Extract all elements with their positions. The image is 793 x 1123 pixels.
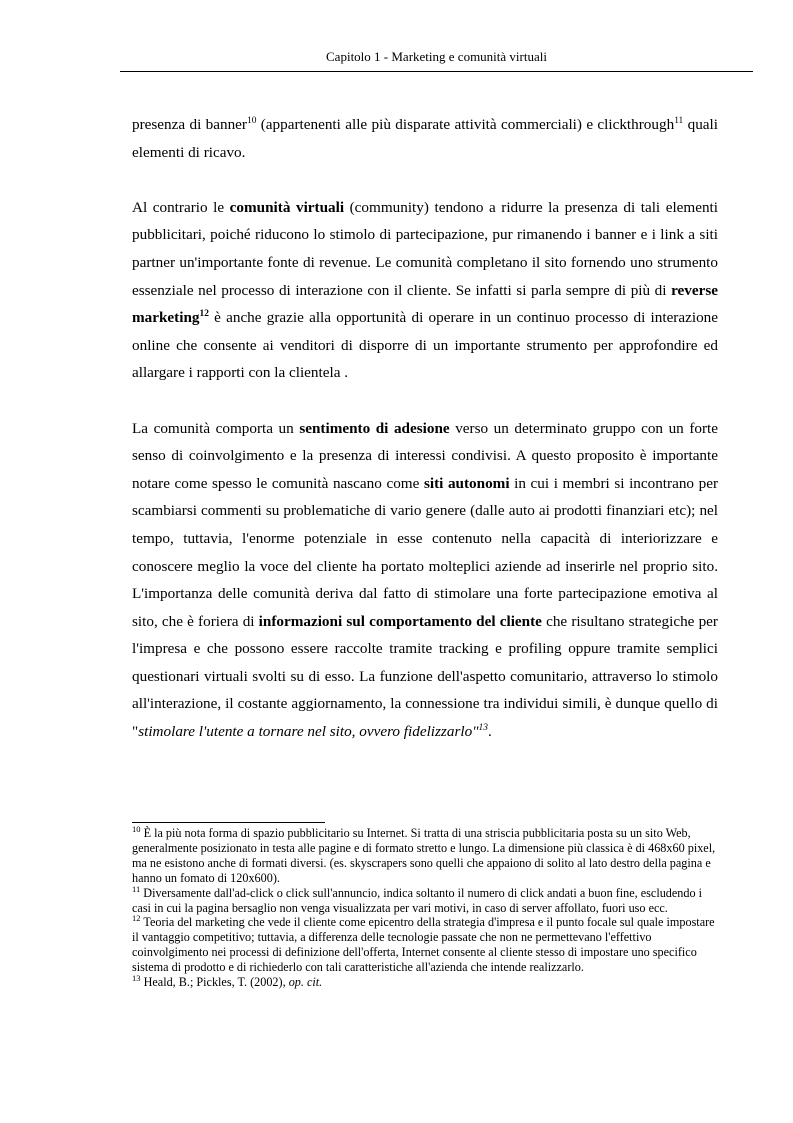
footnote-text: Heald, B.; Pickles, T. (2002), — [140, 975, 289, 990]
header-rule — [120, 71, 753, 72]
bold-term-comunita-virtuali: comunità virtuali — [229, 198, 345, 216]
bold-term-informazioni-comportamento: informazioni sul comportamento del cliente — [258, 612, 542, 630]
footnote-number: 13 — [132, 973, 141, 983]
footnote-12 — [132, 915, 722, 975]
text-run: verso un determinato gruppo con un forte senso di coinvolgimento e la presenza di interessi condivisi. A questo proposito è importante notare come spesso le comunità nascano come — [132, 419, 718, 492]
footnote-text: Teoria del marketing che vede il cliente come epicentro della strategia d'impresa e il punto focale sul quale impostare il vantaggio competitivo; tuttavia, a differenza delle tecnologie passate che non ne permettevano l'effettivo coinvolgimento nei processi di definizione dell'offerta, Internet consente al cliente stesso di impostare uno specifico sistema di prodotto e di richiederlo con tali caratteristiche all'azienda che intende realizzarlo. — [132, 915, 715, 975]
footnote-number: 11 — [132, 883, 141, 894]
bold-term-sentimento-di-adesione: sentimento di adesione — [299, 419, 450, 437]
footnote-italic: op. cit. — [288, 975, 323, 990]
footnote-number: 12 — [132, 913, 141, 924]
bold-term-siti-autonomi: siti autonomi — [423, 474, 510, 492]
footnote-separator — [132, 822, 325, 823]
footnote-10 — [132, 823, 722, 886]
text-run: La comunità comporta un — [132, 419, 300, 437]
text-run: in cui i membri si incontrano per scambiarsi commenti su problematiche di vario genere (dalle auto ai prodotti finanziari etc); nel tempo, tuttavia, l'enorme potenziale in esse contenuto nella capacità di interiorizzare e conoscere meglio la voce del cliente ha portato molteplici aziende ad inserirle nel proprio sito. L'importanza delle comunità deriva dal fatto di stimolare una forte partecipazione emotiva al sito, che è foriera di — [132, 474, 718, 630]
text-run: è anche grazie alla opportunità di operare in un continuo processo di interazione online che consente ai venditori di disporre di un importante strumento per approfondire ed allargare i rapporti con la clientela . — [132, 309, 718, 382]
text-run: (appartenenti alle più disparate attività commerciali) e clickthrough — [256, 116, 675, 133]
footnote-number: 10 — [132, 823, 141, 834]
footnote-ref-13: 13 — [478, 723, 488, 733]
text-run: presenza di banner — [132, 116, 247, 133]
text-run: quali elementi di ricavo. — [132, 116, 718, 161]
footnote-ref-10: 10 — [246, 115, 257, 126]
footnotes — [132, 823, 722, 990]
paragraph-2 — [132, 194, 718, 387]
footnote-13 — [132, 975, 722, 990]
bold-term-reverse-marketing: reverse marketing — [132, 281, 718, 327]
text-run: Al contrario le — [132, 198, 230, 216]
text-run: (community) tendono a ridurre la presenza di tali elementi pubblicitari, poiché riducono lo stimolo di partecipazione, pur rimanendo i banner e i link a siti partner un'importante fonte di revenue. Le comunità completano il sito fornendo uno strumento essenziale nel processo di interazione con il cliente. Se infatti si parla sempre di più di — [132, 198, 718, 299]
header-title: Capitolo 1 - Marketing e comunità virtuali — [326, 49, 547, 64]
text-run: che risultano strategiche per l'impresa e che possono essere raccolte tramite tracking e profiling oppure tramite semplici questionari virtuali svolti su di esso. La funzione dell'aspetto comunitario, attraverso lo stimolo all'interazione, il costante aggiornamento, la connessione tra individui simili, è dunque quello di " — [132, 612, 718, 741]
paragraph-1 — [132, 111, 718, 166]
footnote-ref-12: 12 — [199, 309, 209, 320]
paragraph-3 — [132, 415, 718, 746]
footnote-ref-11: 11 — [674, 115, 684, 126]
footnote-11 — [132, 883, 722, 916]
running-header — [120, 48, 753, 66]
italic-quote: stimolare l'utente a tornare nel sito, ovvero fidelizzarlo" — [138, 723, 479, 741]
footnote-text: Diversamente dall'ad-click o click sull'annuncio, indica soltanto il numero di click andati a buon fine, escludendo i casi in cui la pagina bersaglio non venga visualizzata per vari motivi, in caso di server affollato, fuori uso ecc. — [132, 885, 703, 915]
main-text — [132, 111, 718, 746]
text-run: . — [487, 723, 492, 741]
footnote-text: È la più nota forma di spazio pubblicitario su Internet. Si tratta di una striscia pubblicitaria posta su un sito Web, generalmente posizionato in testa alle pagine e di formato stretto e lungo. La dimensione più classica è di 468x60 pixel, ma ne esistono anche di formati diversi. (es. skyscrapers sono quelli che appaiono di solito al lato destro della pagina e hanno un fomato di 120x600). — [132, 826, 716, 885]
